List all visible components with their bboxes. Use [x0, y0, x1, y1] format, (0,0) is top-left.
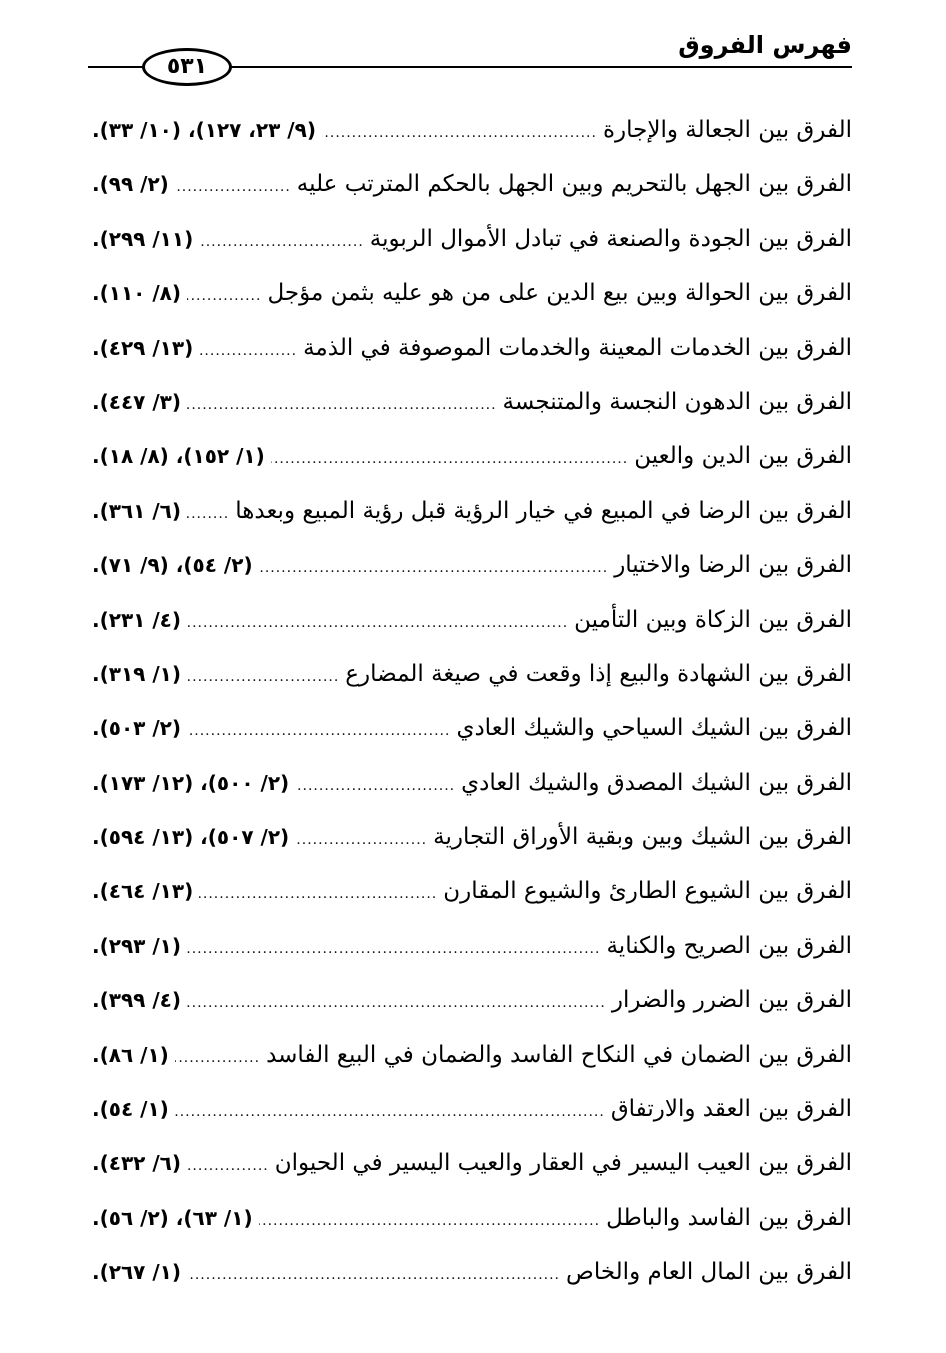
index-entry — [92, 266, 852, 320]
dot-leader — [175, 1031, 260, 1082]
index-entry — [92, 810, 852, 864]
dot-leader — [175, 1085, 605, 1136]
dot-leader — [295, 759, 455, 810]
entry-label: الفرق بين الخدمات المعينة والخدمات الموصوفة في الذمة — [303, 334, 852, 361]
dot-leader — [187, 269, 261, 320]
entry-reference: (١/ ٨٦). — [92, 1042, 169, 1067]
entry-reference: (١/ ٦٣)، (٢/ ٥٦). — [92, 1205, 253, 1230]
entry-reference: (٤/ ٢٣١). — [92, 607, 182, 632]
entry-label: الفرق بين الجعالة والإجارة — [602, 117, 852, 143]
page-title: فهرس الفروق — [678, 31, 852, 59]
index-entry — [92, 321, 852, 375]
entry-reference: (٦/ ٤٣٢). — [92, 1151, 182, 1176]
dot-leader — [187, 650, 339, 701]
dot-leader — [187, 378, 497, 429]
entry-reference: (١/ ١٥٢)، (٨/ ١٨). — [92, 444, 265, 469]
dot-leader — [259, 541, 609, 592]
index-entry — [92, 593, 852, 647]
index-entry — [92, 484, 852, 538]
entry-reference: (٢/ ٥٠٧)، (١٣/ ٥٩٤). — [92, 825, 290, 850]
dot-leader — [295, 813, 427, 864]
dot-leader — [187, 976, 606, 1027]
dot-leader — [199, 215, 364, 266]
entry-label: الفرق بين الدهون النجسة والمتنجسة — [502, 388, 852, 415]
entry-reference: (١/ ٣١٩). — [92, 661, 182, 686]
entry-label: الفرق بين الشيوع الطارئ والشيوع المقارن — [443, 878, 852, 905]
entry-reference: (٣/ ٤٤٧). — [92, 389, 182, 414]
entry-label: الفرق بين الضمان في النكاح الفاسد والضمان في البيع الفاسد — [266, 1041, 852, 1068]
entry-reference: (١/ ٥٤). — [92, 1097, 169, 1122]
index-entry — [92, 1028, 852, 1082]
entry-reference: (١/ ٢٦٧). — [92, 1260, 182, 1285]
entry-reference: (٢/ ٥٤)، (٩/ ٧١). — [92, 553, 253, 578]
page-header — [88, 28, 852, 78]
dot-leader — [187, 922, 600, 973]
entry-label: الفرق بين الصريح والكناية — [606, 932, 852, 959]
entry-label: الفرق بين الفاسد والباطل — [606, 1204, 852, 1231]
index-entry — [92, 429, 852, 483]
entry-reference: (١١/ ٢٩٩). — [92, 226, 194, 251]
entry-reference: (٢/ ٩٩). — [92, 172, 169, 197]
dot-leader — [187, 1139, 269, 1190]
index-list — [92, 103, 852, 1300]
entry-reference: (١/ ٢٩٣). — [92, 933, 182, 958]
entry-label: الفرق بين العيب اليسير في العقار والعيب اليسير في الحيوان — [274, 1150, 852, 1177]
entry-reference: (٨/ ١١٠). — [92, 281, 182, 306]
dot-leader — [199, 867, 437, 918]
dot-leader — [187, 1248, 560, 1299]
entry-label: الفرق بين الشيك السياحي والشيك العادي — [456, 715, 852, 742]
entry-reference: (١٣/ ٤٢٩). — [92, 335, 194, 360]
dot-leader — [175, 160, 291, 211]
index-entry — [92, 864, 852, 918]
entry-label: الفرق بين الرضا في المبيع في خيار الرؤية قبل رؤية المبيع وبعدها — [235, 497, 852, 524]
entry-label: الفرق بين العقد والارتفاق — [610, 1096, 852, 1123]
dot-leader — [259, 1194, 601, 1245]
index-entry — [92, 919, 852, 973]
entry-reference: (٤/ ٣٩٩). — [92, 988, 182, 1013]
entry-reference: (٦/ ٣٦١). — [92, 498, 182, 523]
index-entry — [92, 756, 852, 810]
entry-label: الفرق بين المال العام والخاص — [566, 1259, 852, 1286]
dot-leader — [199, 324, 297, 375]
entry-reference: (٢/ ٥٠٠)، (١٢/ ١٧٣). — [92, 770, 290, 795]
dot-leader — [187, 596, 568, 647]
index-entry — [92, 1136, 852, 1190]
index-entry — [92, 1245, 852, 1299]
index-entry — [92, 973, 852, 1027]
index-entry — [92, 647, 852, 701]
entry-label: الفرق بين الجهل بالتحريم وبين الجهل بالحكم المترتب عليه — [296, 171, 852, 198]
dot-leader — [322, 106, 597, 157]
dot-leader — [187, 704, 450, 755]
entry-label: الفرق بين الشيك وبين وبقية الأوراق التجارية — [433, 824, 852, 851]
entry-reference: (٩/ ٢٣، ١٢٧)، (١٠/ ٣٣). — [92, 118, 316, 142]
dot-leader — [271, 432, 628, 483]
entry-label: الفرق بين الدين والعين — [634, 443, 852, 470]
dot-leader — [187, 487, 229, 538]
index-entry — [92, 375, 852, 429]
page-number: ٥٣١ — [142, 48, 232, 86]
entry-label: الفرق بين الزكاة وبين التأمين — [574, 606, 852, 633]
index-entry — [92, 701, 852, 755]
entry-label: الفرق بين الشيك المصدق والشيك العادي — [461, 769, 852, 796]
index-entry — [92, 103, 852, 157]
index-entry — [92, 538, 852, 592]
entry-reference: (١٣/ ٤٦٤). — [92, 879, 194, 904]
index-entry — [92, 1191, 852, 1245]
entry-label: الفرق بين الرضا والاختيار — [614, 552, 852, 579]
index-entry — [92, 212, 852, 266]
entry-label: الفرق بين الشهادة والبيع إذا وقعت في صيغة المضارع — [345, 660, 852, 687]
entry-reference: (٢/ ٥٠٣). — [92, 716, 182, 741]
entry-label: الفرق بين الضرر والضرار — [611, 987, 852, 1014]
entry-label: الفرق بين الحوالة وبين بيع الدين على من هو عليه بثمن مؤجل — [267, 280, 852, 307]
entry-label: الفرق بين الجودة والصنعة في تبادل الأموال الربوية — [369, 225, 852, 252]
index-entry — [92, 157, 852, 211]
index-entry — [92, 1082, 852, 1136]
